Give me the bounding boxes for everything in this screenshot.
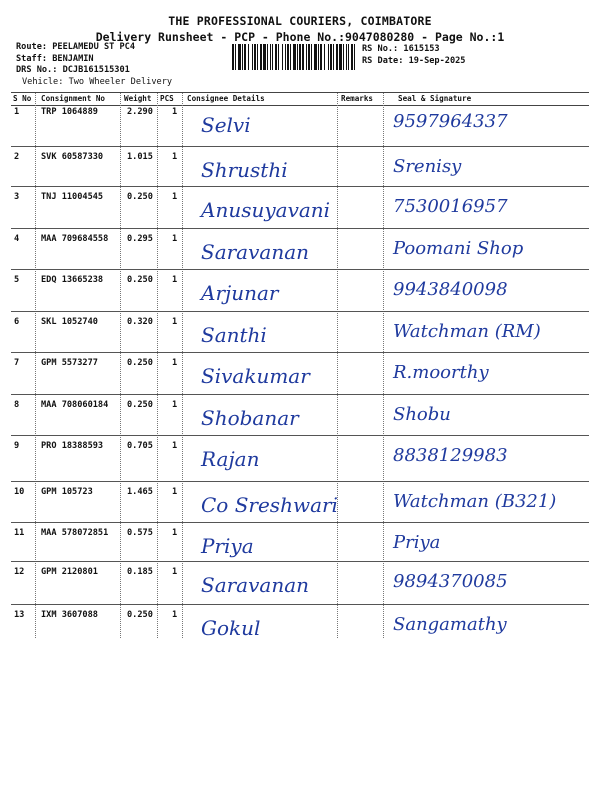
cell-consignment: GPM 5573277 bbox=[41, 358, 98, 368]
cell-consignment: IXM 3607088 bbox=[41, 610, 98, 620]
barcode-bar bbox=[330, 44, 332, 70]
barcode-bar bbox=[354, 44, 355, 70]
row-divider bbox=[11, 561, 589, 562]
consignee-signature: Saravanan bbox=[201, 573, 310, 597]
barcode-bar bbox=[257, 44, 258, 70]
barcode-bar bbox=[238, 44, 241, 70]
cell-sno: 12 bbox=[14, 567, 25, 577]
row-divider bbox=[11, 146, 589, 147]
barcode-bar bbox=[336, 44, 338, 70]
cell-sno: 6 bbox=[14, 317, 20, 327]
cell-consignment: TRP 1064889 bbox=[41, 107, 98, 117]
seal-signature: Priya bbox=[393, 532, 441, 553]
seal-signature: 9597964337 bbox=[393, 111, 508, 132]
col-remarks: Remarks bbox=[341, 94, 374, 103]
col-pcs: PCS bbox=[160, 94, 174, 103]
company-title: THE PROFESSIONAL COURIERS, COIMBATORE bbox=[168, 14, 432, 28]
col-sno: S No bbox=[13, 94, 32, 103]
barcode-bar bbox=[348, 44, 349, 70]
route-info bbox=[16, 42, 172, 88]
cell-weight: 0.320 bbox=[127, 317, 153, 327]
barcode-bar bbox=[290, 44, 291, 70]
rs-number: RS No.: 1615153 bbox=[362, 44, 440, 54]
cell-pcs: 1 bbox=[172, 358, 178, 368]
row-divider bbox=[11, 604, 589, 605]
barcode-bar bbox=[242, 44, 243, 70]
consignee-signature: Selvi bbox=[201, 113, 251, 137]
cell-consignment: GPM 105723 bbox=[41, 487, 93, 497]
consignee-signature: Santhi bbox=[201, 323, 267, 347]
drs-label: DRS No.: DCJB161515301 bbox=[16, 65, 130, 76]
row-divider bbox=[11, 269, 589, 270]
cell-pcs: 1 bbox=[172, 567, 178, 577]
barcode-bar bbox=[339, 44, 342, 70]
barcode-bar bbox=[333, 44, 334, 70]
barcode-bar bbox=[318, 44, 319, 70]
cell-consignment: MAA 578072851 bbox=[41, 528, 109, 538]
cell-weight: 0.250 bbox=[127, 358, 153, 368]
cell-sno: 11 bbox=[14, 528, 25, 538]
cell-consignment: PRO 18388593 bbox=[41, 441, 104, 451]
cell-pcs: 1 bbox=[172, 107, 178, 117]
divider bbox=[35, 93, 36, 638]
cell-pcs: 1 bbox=[172, 317, 178, 327]
cell-consignment: TNJ 11004545 bbox=[41, 192, 104, 202]
seal-signature: Srenisy bbox=[393, 156, 462, 177]
barcode-bar bbox=[293, 44, 296, 70]
cell-weight: 1.465 bbox=[127, 487, 153, 497]
divider bbox=[337, 93, 338, 638]
barcode-bar bbox=[351, 44, 353, 70]
col-weight: Weight bbox=[124, 94, 152, 103]
cell-consignment: SKL 1052740 bbox=[41, 317, 98, 327]
route-label: Route: PEELAMEDU ST PC4 bbox=[16, 42, 135, 52]
barcode-bar bbox=[270, 44, 271, 70]
seal-signature: 9943840098 bbox=[393, 279, 508, 300]
rs-info bbox=[362, 44, 465, 67]
barcode-bar bbox=[287, 44, 289, 70]
seal-signature: Poomani Shop bbox=[393, 238, 524, 259]
table-header bbox=[11, 93, 589, 106]
barcode-bar bbox=[343, 44, 344, 70]
seal-signature: Shobu bbox=[393, 404, 451, 425]
barcode-bar bbox=[302, 44, 304, 70]
consignee-signature: Saravanan bbox=[201, 240, 310, 264]
cell-weight: 0.250 bbox=[127, 400, 153, 410]
row-divider bbox=[11, 481, 589, 482]
barcode-bar bbox=[346, 44, 347, 70]
cell-pcs: 1 bbox=[172, 610, 178, 620]
cell-weight: 0.250 bbox=[127, 275, 153, 285]
consignee-signature: Rajan bbox=[201, 447, 260, 471]
row-divider bbox=[11, 394, 589, 395]
barcode-bar bbox=[328, 44, 329, 70]
seal-signature: R.moorthy bbox=[393, 362, 489, 383]
row-divider bbox=[11, 186, 589, 187]
cell-sno: 2 bbox=[14, 152, 20, 162]
divider bbox=[120, 93, 121, 638]
consignee-signature: Anusuyavani bbox=[201, 198, 331, 222]
row-divider bbox=[11, 228, 589, 229]
barcode-bar bbox=[235, 44, 236, 70]
cell-consignment: MAA 709684558 bbox=[41, 234, 109, 244]
barcode-bar bbox=[320, 44, 322, 70]
row-divider bbox=[11, 311, 589, 312]
seal-signature: 9894370085 bbox=[393, 571, 508, 592]
barcode-bar bbox=[267, 44, 268, 70]
staff-label: Staff: BENJAMIN bbox=[16, 53, 94, 64]
consignee-signature: Gokul bbox=[201, 616, 261, 640]
barcode-bar bbox=[324, 44, 325, 70]
barcode-bar bbox=[314, 44, 317, 70]
cell-weight: 0.250 bbox=[127, 192, 153, 202]
cell-pcs: 1 bbox=[172, 192, 178, 202]
seal-signature: 8838129983 bbox=[393, 445, 508, 466]
seal-signature: Watchman (RM) bbox=[393, 321, 541, 342]
seal-signature: Sangamathy bbox=[393, 614, 507, 635]
seal-signature: 7530016957 bbox=[393, 196, 508, 217]
cell-weight: 0.705 bbox=[127, 441, 153, 451]
col-seal: Seal & Signature bbox=[398, 94, 472, 103]
divider bbox=[182, 93, 183, 638]
col-consignee: Consignee Details bbox=[187, 94, 265, 103]
cell-sno: 5 bbox=[14, 275, 20, 285]
cell-pcs: 1 bbox=[172, 441, 178, 451]
cell-consignment: SVK 60587330 bbox=[41, 152, 104, 162]
cell-weight: 0.295 bbox=[127, 234, 153, 244]
rs-date: RS Date: 19-Sep-2025 bbox=[362, 55, 466, 66]
cell-consignment: MAA 708060184 bbox=[41, 400, 109, 410]
cell-sno: 13 bbox=[14, 610, 25, 620]
barcode-bar bbox=[260, 44, 262, 70]
seal-signature: Watchman (B321) bbox=[393, 491, 557, 512]
consignee-signature: Shobanar bbox=[201, 406, 299, 430]
cell-consignment: GPM 2120801 bbox=[41, 567, 98, 577]
cell-weight: 0.250 bbox=[127, 610, 153, 620]
cell-pcs: 1 bbox=[172, 528, 178, 538]
row-divider bbox=[11, 435, 589, 436]
barcode-bar bbox=[244, 44, 246, 70]
cell-weight: 0.575 bbox=[127, 528, 153, 538]
cell-sno: 7 bbox=[14, 358, 20, 368]
cell-weight: 0.185 bbox=[127, 567, 153, 577]
divider bbox=[383, 93, 384, 638]
barcode-bar bbox=[278, 44, 279, 70]
divider bbox=[157, 93, 158, 638]
barcode-bar bbox=[232, 44, 234, 70]
cell-weight: 2.290 bbox=[127, 107, 153, 117]
barcode-bar bbox=[272, 44, 273, 70]
consignee-signature: Arjunar bbox=[201, 281, 279, 305]
consignee-signature: Shrusthi bbox=[201, 158, 288, 182]
barcode-bar bbox=[254, 44, 256, 70]
barcode-bar bbox=[306, 44, 307, 70]
row-divider bbox=[11, 352, 589, 353]
barcode-bar bbox=[311, 44, 312, 70]
barcode-bar bbox=[252, 44, 253, 70]
barcode-bar bbox=[285, 44, 286, 70]
cell-pcs: 1 bbox=[172, 487, 178, 497]
consignee-signature: Priya bbox=[201, 534, 254, 558]
cell-consignment: EDQ 13665238 bbox=[41, 275, 104, 285]
barcode-bar bbox=[297, 44, 298, 70]
barcode-bar bbox=[248, 44, 249, 70]
barcode-bar bbox=[275, 44, 277, 70]
cell-sno: 10 bbox=[14, 487, 25, 497]
cell-sno: 3 bbox=[14, 192, 20, 202]
barcode bbox=[232, 44, 358, 70]
cell-weight: 1.015 bbox=[127, 152, 153, 162]
consignee-signature: Sivakumar bbox=[201, 364, 310, 388]
delivery-table bbox=[11, 92, 589, 653]
row-divider bbox=[11, 522, 589, 523]
cell-sno: 9 bbox=[14, 441, 20, 451]
cell-sno: 4 bbox=[14, 234, 20, 244]
barcode-bar bbox=[282, 44, 283, 70]
runsheet-subtitle: Delivery Runsheet - PCP - Phone No.:9047080280 - Page No.:1 bbox=[95, 30, 505, 44]
cell-sno: 1 bbox=[14, 107, 20, 117]
cell-pcs: 1 bbox=[172, 275, 178, 285]
barcode-bar bbox=[299, 44, 301, 70]
barcode-bar bbox=[263, 44, 266, 70]
cell-sno: 8 bbox=[14, 400, 20, 410]
consignee-signature: Co Sreshwari bbox=[201, 493, 338, 517]
vehicle-label: Vehicle: Two Wheeler Delivery bbox=[22, 76, 173, 87]
cell-pcs: 1 bbox=[172, 152, 178, 162]
col-consignment: Consignment No bbox=[41, 94, 106, 103]
cell-pcs: 1 bbox=[172, 400, 178, 410]
cell-pcs: 1 bbox=[172, 234, 178, 244]
barcode-bar bbox=[308, 44, 310, 70]
